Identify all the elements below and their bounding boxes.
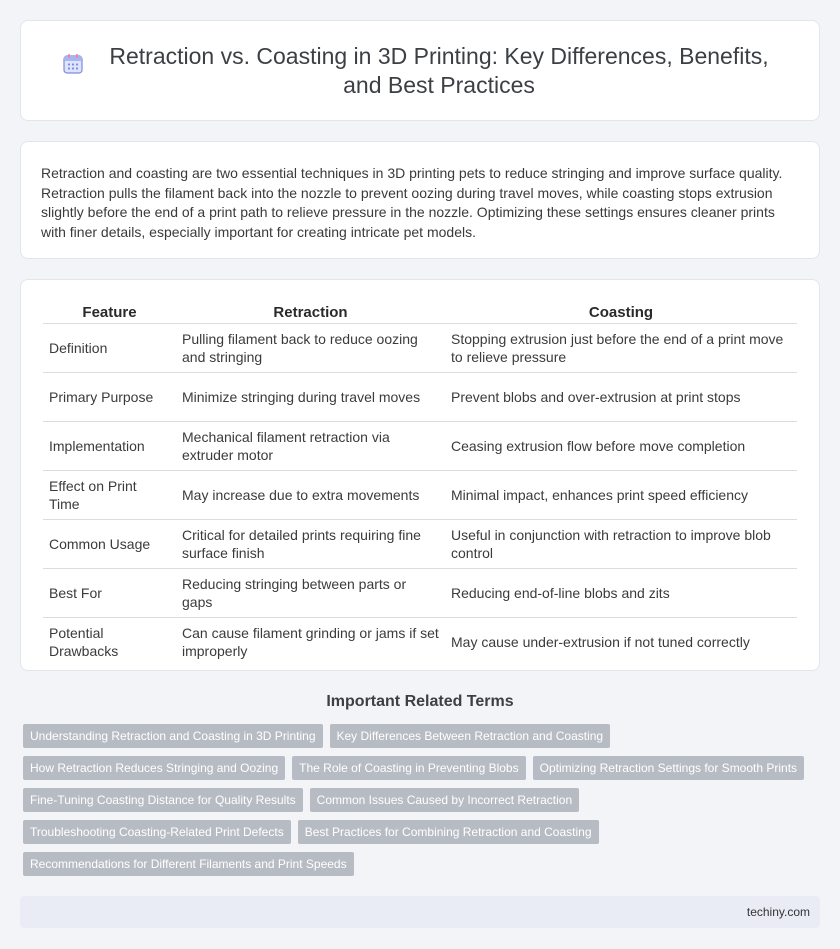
related-tag[interactable]: Fine-Tuning Coasting Distance for Quality Results [23, 788, 303, 812]
related-tag[interactable]: Key Differences Between Retraction and Coasting [330, 724, 611, 748]
related-terms-section [0, 693, 840, 876]
table-row [43, 568, 797, 617]
row-retraction: May increase due to extra movements [176, 470, 445, 519]
footer [20, 896, 820, 928]
row-coasting: Minimal impact, enhances print speed efficiency [445, 470, 797, 519]
row-retraction: Pulling filament back to reduce oozing and stringing [176, 323, 445, 372]
row-retraction: Can cause filament grinding or jams if set improperly [176, 617, 445, 666]
row-coasting: Ceasing extrusion flow before move completion [445, 421, 797, 470]
table-row [43, 421, 797, 470]
row-coasting: Useful in conjunction with retraction to improve blob control [445, 519, 797, 568]
intro-card [20, 141, 820, 259]
related-tag[interactable]: Optimizing Retraction Settings for Smooth Prints [533, 756, 804, 780]
row-feature: Common Usage [43, 519, 176, 568]
row-coasting: May cause under-extrusion if not tuned correctly [445, 617, 797, 666]
row-retraction: Reducing stringing between parts or gaps [176, 568, 445, 617]
related-tag[interactable]: Understanding Retraction and Coasting in 3D Printing [23, 724, 323, 748]
related-tag[interactable]: Common Issues Caused by Incorrect Retraction [310, 788, 579, 812]
comparison-table-card [20, 279, 820, 671]
table-header-row [43, 302, 797, 323]
table-row [43, 617, 797, 666]
related-tag[interactable]: Troubleshooting Coasting-Related Print Defects [23, 820, 291, 844]
intro-paragraph: Retraction and coasting are two essential techniques in 3D printing pets to reduce stringing and improve surface quality. Retraction pulls the filament back into the nozzle to prevent oozing during travel moves, while coasting stops extrusion slightly before the end of a print path to relieve pressure in the nozzle. Optimizing these settings ensures cleaner prints with finer details, especially important for creating intricate pet models. [41, 165, 783, 240]
row-retraction: Critical for detailed prints requiring fine surface finish [176, 519, 445, 568]
footer-site-link[interactable]: techiny.com [746, 905, 810, 919]
related-tags [0, 724, 840, 876]
header-coasting: Coasting [588, 304, 654, 321]
row-feature: Definition [43, 323, 176, 372]
related-terms-title: Important Related Terms [326, 693, 514, 710]
row-retraction: Mechanical filament retraction via extruder motor [176, 421, 445, 470]
row-feature: Effect on Print Time [43, 470, 176, 519]
page-title: Retraction vs. Coasting in 3D Printing: Key Differences, Benefits, and Best Practices [109, 42, 769, 98]
related-tag[interactable]: The Role of Coasting in Preventing Blobs [292, 756, 525, 780]
calendar-icon [61, 52, 85, 76]
header-feature: Feature [82, 304, 137, 321]
row-feature: Best For [43, 568, 176, 617]
table-row [43, 519, 797, 568]
related-tag[interactable]: How Retraction Reduces Stringing and Oozing [23, 756, 285, 780]
related-tag[interactable]: Best Practices for Combining Retraction and Coasting [298, 820, 599, 844]
header-retraction: Retraction [273, 304, 348, 321]
row-feature: Potential Drawbacks [43, 617, 176, 666]
table-row [43, 323, 797, 372]
title-wrap [61, 42, 779, 100]
table-row [43, 470, 797, 519]
comparison-table [43, 302, 797, 666]
table-row [43, 372, 797, 421]
header-card [20, 20, 820, 121]
row-coasting: Stopping extrusion just before the end of a print move to relieve pressure [445, 323, 797, 372]
related-tag[interactable]: Recommendations for Different Filaments and Print Speeds [23, 852, 354, 876]
row-coasting: Reducing end-of-line blobs and zits [445, 568, 797, 617]
row-feature: Implementation [43, 421, 176, 470]
row-retraction: Minimize stringing during travel moves [176, 372, 445, 421]
row-feature: Primary Purpose [43, 372, 176, 421]
row-coasting: Prevent blobs and over-extrusion at print stops [445, 372, 797, 421]
